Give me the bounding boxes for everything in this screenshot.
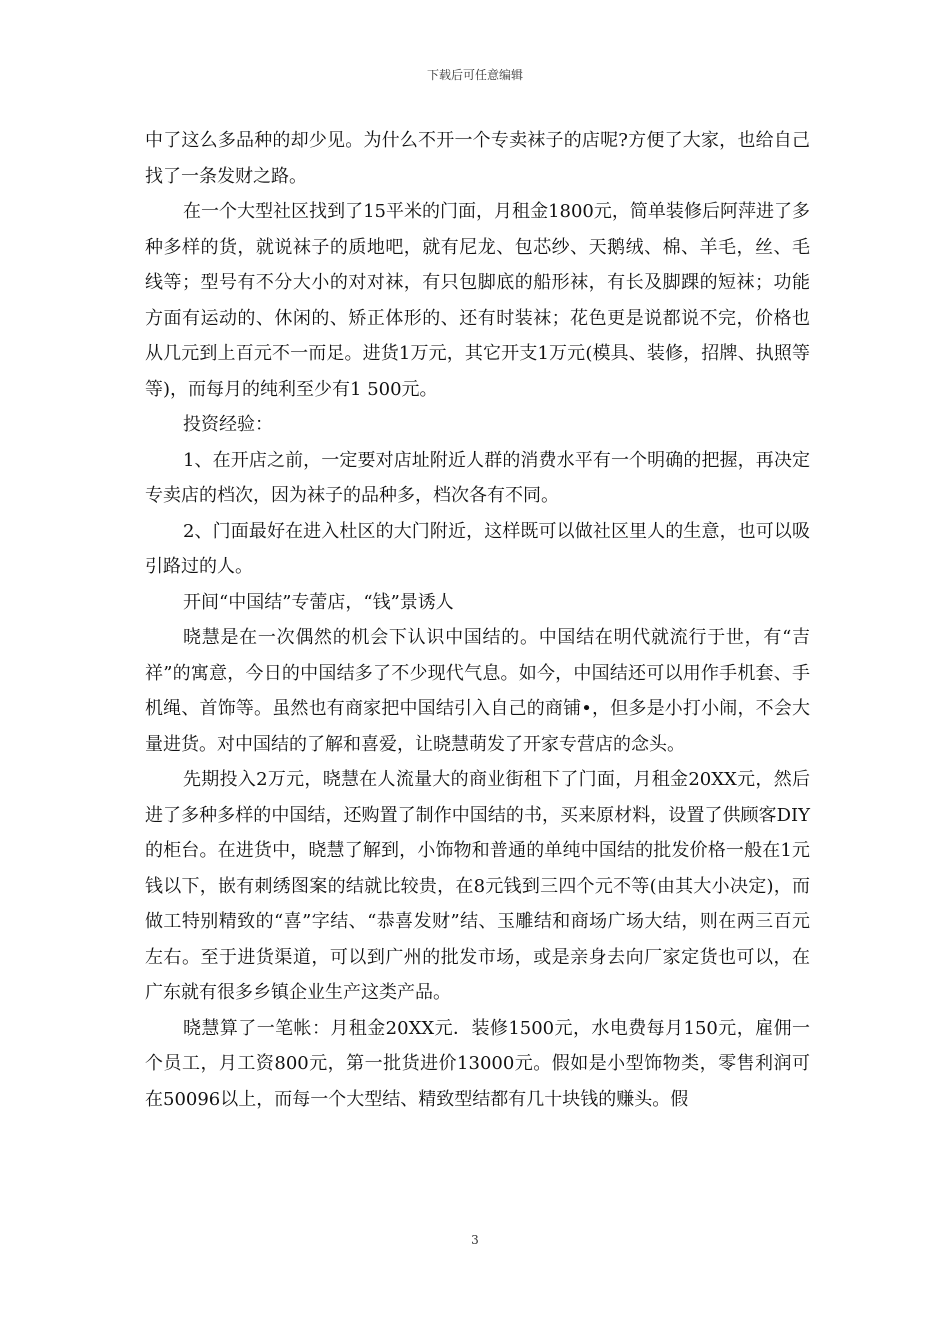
paragraph: 在一个大型社区找到了15平米的门面，月租金1800元，简单装修后阿萍进了多种多样的货，就说袜子的质地吧，就有尼龙、包芯纱、天鹅绒、棉、羊毛，丝、毛线等；型号有不分大小的对对袜，有只包脚底的船形袜，有长及脚踝的短袜；功能方面有运动的、休闲的、矫正体形的、还有时装袜；花色更是说都说不完，价格也从几元到上百元不一而足。进货1万元，其它开支1万元(模具、装修，招牌、执照等等)，而每月的纯利至少有1 500元。	[145, 201, 810, 400]
paragraph: 2、门面最好在进入杜区的大门附近，这样既可以做社区里人的生意，也可以吸引路过的人。	[145, 520, 810, 577]
paragraph: 1、在开店之前，一定要对店址附近人群的消费水平有一个明确的把握，再决定专卖店的档次，因为袜子的品种多，档次各有不同。	[145, 449, 810, 506]
paragraph: 先期投入2万元，晓慧在人流量大的商业街租下了门面，月租金20XX元，然后进了多种多样的中国结，还购置了制作中国结的书，买来原材料，设置了供顾客DIY的柜台。在进货中，晓慧了解到，小饰物和普通的单纯中国结的批发价格一般在1元钱以下，嵌有刺绣图案的结就比较贵，在8元钱到三四个元不等(由其大小决定)，而做工特别精致的“喜”字结、“恭喜发财”结、玉雕结和商场广场大结，则在两三百元左右。至于进货渠道，可以到广州的批发市场，或是亲身去向厂家定货也可以，在广东就有很多乡镇企业生产这类产品。	[145, 769, 810, 1003]
paragraph: 晓慧算了一笔帐：月租金20XX元．装修1500元，水电费每月150元，雇佣一个员工，月工资800元，第一批货进价13000元。假如是小型饰物类，零售利润可在50096以上，而每一个大型结、精致型结都有几十块钱的赚头。假	[145, 1017, 810, 1110]
paragraph: 中了这么多品种的却少见。为什么不开一个专卖袜子的店呢?方便了大家，也给自己找了一条发财之路。	[145, 130, 810, 187]
page-number: 3	[471, 1233, 479, 1247]
paragraph: 晓慧是在一次偶然的机会下认识中国结的。中国结在明代就流行于世，有“吉祥”的寓意，今日的中国结多了不少现代气息。如今，中国结还可以用作手机套、手机绳、首饰等。虽然也有商家把中国结引入自己的商铺•，但多是小打小闹，不会大量进货。对中国结的了解和喜爱，让晓慧萌发了开家专营店的念头。	[145, 627, 810, 755]
paragraph: 投资经验：	[183, 414, 273, 435]
section-heading: 开间“中国结”专蕾店，“钱”景诱人	[183, 591, 454, 613]
document-body	[145, 123, 810, 1117]
page-header: 下载后可任意编辑	[426, 68, 523, 82]
